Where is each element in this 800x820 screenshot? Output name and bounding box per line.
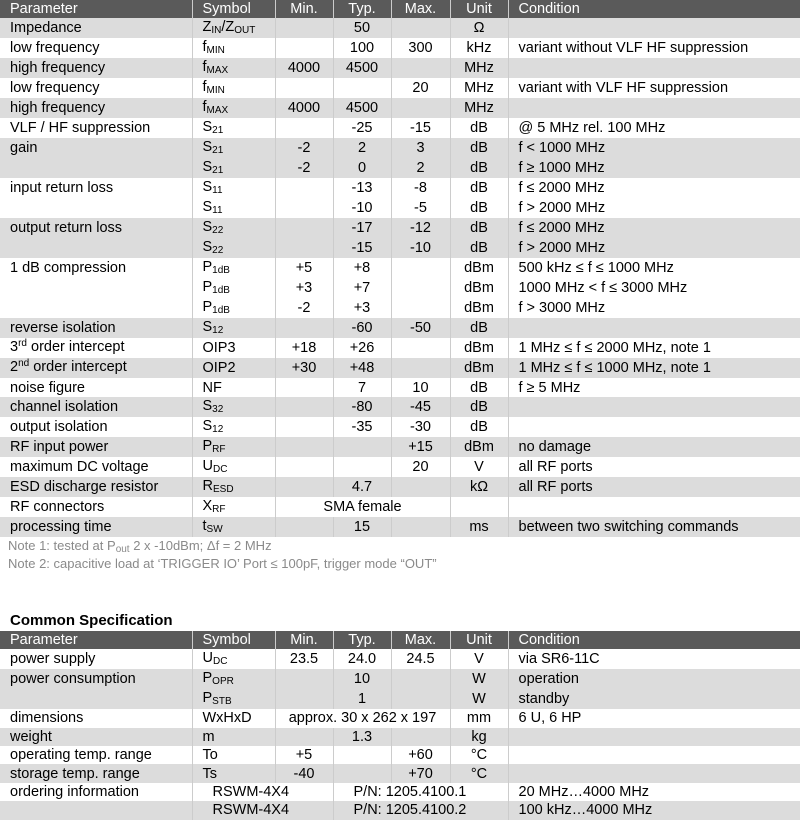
symbol-cell: fMIN xyxy=(192,78,275,98)
parameter-cell: low frequency xyxy=(0,78,192,98)
max-cell: +70 xyxy=(391,764,450,782)
parameter-cell: output isolation xyxy=(0,417,192,437)
unit-cell: dB xyxy=(450,397,508,417)
min-cell xyxy=(275,178,333,198)
condition-cell xyxy=(508,728,800,746)
unit-cell: dBm xyxy=(450,258,508,278)
condition-cell: f > 2000 MHz xyxy=(508,198,800,218)
typ-cell: 50 xyxy=(333,18,391,38)
table-row xyxy=(0,58,800,78)
table-row xyxy=(0,338,800,358)
min-cell: 23.5 xyxy=(275,649,333,669)
min-cell: 4000 xyxy=(275,58,333,78)
condition-cell xyxy=(508,318,800,338)
parameter-cell: input return loss xyxy=(0,178,192,198)
symbol-cell: S11 xyxy=(192,198,275,218)
symbol-cell: P1dB xyxy=(192,298,275,318)
condition-cell: f > 3000 MHz xyxy=(508,298,800,318)
rf-header-row xyxy=(0,0,800,18)
table-row xyxy=(0,238,800,258)
symbol-cell: Ts xyxy=(192,764,275,782)
max-cell xyxy=(391,58,450,78)
condition-cell: f ≥ 1000 MHz xyxy=(508,158,800,178)
min-cell xyxy=(275,78,333,98)
ordering-row xyxy=(0,801,800,819)
condition-cell: f ≤ 2000 MHz xyxy=(508,178,800,198)
unit-cell: MHz xyxy=(450,58,508,78)
unit-cell: dBm xyxy=(450,298,508,318)
table-row xyxy=(0,358,800,378)
symbol-cell: OIP2 xyxy=(192,358,275,378)
typ-cell: -25 xyxy=(333,118,391,138)
condition-cell xyxy=(508,58,800,78)
max-cell xyxy=(391,689,450,709)
unit-cell: dBm xyxy=(450,437,508,457)
max-cell: 10 xyxy=(391,378,450,396)
condition-cell: operation xyxy=(508,669,800,689)
min-cell: +5 xyxy=(275,258,333,278)
max-cell: -8 xyxy=(391,178,450,198)
table-row xyxy=(0,397,800,417)
typ-cell: 0 xyxy=(333,158,391,178)
condition-cell: f > 2000 MHz xyxy=(508,238,800,258)
min-cell xyxy=(275,218,333,238)
unit-cell: kHz xyxy=(450,38,508,58)
min-cell xyxy=(275,318,333,338)
typ-cell: 15 xyxy=(333,517,391,537)
condition-cell: all RF ports xyxy=(508,457,800,477)
min-cell xyxy=(275,417,333,437)
symbol-cell: S12 xyxy=(192,318,275,338)
symbol-cell: S21 xyxy=(192,158,275,178)
header-parameter: Parameter xyxy=(0,631,192,649)
parameter-cell xyxy=(0,278,192,298)
max-cell xyxy=(391,669,450,689)
typ-cell: 2 xyxy=(333,138,391,158)
max-cell: -5 xyxy=(391,198,450,218)
table-row xyxy=(0,709,800,727)
max-cell xyxy=(391,18,450,38)
unit-cell: V xyxy=(450,457,508,477)
symbol-cell: NF xyxy=(192,378,275,396)
table-row xyxy=(0,437,800,457)
symbol-cell: tSW xyxy=(192,517,275,537)
table-row xyxy=(0,728,800,746)
parameter-cell: Impedance xyxy=(0,18,192,38)
max-cell: 24.5 xyxy=(391,649,450,669)
min-cell xyxy=(275,378,333,396)
table-row xyxy=(0,78,800,98)
symbol-cell: P1dB xyxy=(192,258,275,278)
typ-cell: 1 xyxy=(333,689,391,709)
header-min: Min. xyxy=(275,631,333,649)
parameter-cell: high frequency xyxy=(0,58,192,78)
table-row xyxy=(0,158,800,178)
description-cell: 20 MHz…4000 MHz xyxy=(508,783,800,801)
table-row xyxy=(0,649,800,669)
max-cell xyxy=(391,298,450,318)
unit-cell: °C xyxy=(450,746,508,764)
max-cell: 20 xyxy=(391,78,450,98)
min-cell: 4000 xyxy=(275,98,333,118)
table-row xyxy=(0,318,800,338)
parameter-cell: RF connectors xyxy=(0,497,192,517)
condition-cell: f ≤ 2000 MHz xyxy=(508,218,800,238)
max-cell xyxy=(391,358,450,378)
symbol-cell: S12 xyxy=(192,417,275,437)
part-number-cell: P/N: 1205.4100.2 xyxy=(333,801,508,819)
unit-cell: °C xyxy=(450,764,508,782)
header-parameter: Parameter xyxy=(0,0,192,18)
min-cell xyxy=(275,728,333,746)
min-cell xyxy=(275,457,333,477)
max-cell: 300 xyxy=(391,38,450,58)
condition-cell: standby xyxy=(508,689,800,709)
typ-cell: +8 xyxy=(333,258,391,278)
table-row xyxy=(0,118,800,138)
typ-cell: 4500 xyxy=(333,58,391,78)
typ-cell: 4500 xyxy=(333,98,391,118)
max-cell: 20 xyxy=(391,457,450,477)
parameter-cell: ordering information xyxy=(0,783,192,801)
symbol-cell: S21 xyxy=(192,118,275,138)
common-header-row xyxy=(0,631,800,649)
condition-cell: variant without VLF HF suppression xyxy=(508,38,800,58)
condition-cell: f < 1000 MHz xyxy=(508,138,800,158)
unit-cell: dB xyxy=(450,378,508,396)
parameter-cell xyxy=(0,298,192,318)
common-spec-title: Common Specification xyxy=(10,611,173,629)
header-symbol: Symbol xyxy=(192,0,275,18)
max-cell: +15 xyxy=(391,437,450,457)
symbol-cell: XRF xyxy=(192,497,275,517)
typ-cell: -17 xyxy=(333,218,391,238)
table-row xyxy=(0,517,800,537)
symbol-cell: fMAX xyxy=(192,58,275,78)
symbol-cell: S21 xyxy=(192,138,275,158)
typ-cell: -35 xyxy=(333,417,391,437)
condition-cell xyxy=(508,397,800,417)
value-span-cell: approx. 30 x 262 x 197 xyxy=(275,709,450,727)
unit-cell xyxy=(450,497,508,517)
min-cell xyxy=(275,397,333,417)
unit-cell: V xyxy=(450,649,508,669)
typ-cell: +48 xyxy=(333,358,391,378)
unit-cell: W xyxy=(450,689,508,709)
symbol-cell: POPR xyxy=(192,669,275,689)
condition-cell xyxy=(508,98,800,118)
unit-cell: dB xyxy=(450,318,508,338)
parameter-cell: weight xyxy=(0,728,192,746)
condition-cell: variant with VLF HF suppression xyxy=(508,78,800,98)
symbol-cell: fMIN xyxy=(192,38,275,58)
max-cell: 2 xyxy=(391,158,450,178)
symbol-cell: fMAX xyxy=(192,98,275,118)
unit-cell: Ω xyxy=(450,18,508,38)
min-cell xyxy=(275,38,333,58)
typ-cell xyxy=(333,437,391,457)
header-condition: Condition xyxy=(508,631,800,649)
condition-cell: 6 U, 6 HP xyxy=(508,709,800,727)
max-cell xyxy=(391,258,450,278)
min-cell: -2 xyxy=(275,298,333,318)
max-cell xyxy=(391,477,450,497)
table-row xyxy=(0,278,800,298)
table-row xyxy=(0,218,800,238)
condition-cell: 1000 MHz < f ≤ 3000 MHz xyxy=(508,278,800,298)
header-typ: Typ. xyxy=(333,0,391,18)
header-max: Max. xyxy=(391,631,450,649)
table-row xyxy=(0,746,800,764)
max-cell: -10 xyxy=(391,238,450,258)
typ-cell: -60 xyxy=(333,318,391,338)
parameter-cell xyxy=(0,198,192,218)
table-row xyxy=(0,138,800,158)
min-cell: +18 xyxy=(275,338,333,358)
unit-cell: MHz xyxy=(450,98,508,118)
parameter-cell: maximum DC voltage xyxy=(0,457,192,477)
symbol-cell: RESD xyxy=(192,477,275,497)
table-row xyxy=(0,689,800,709)
header-typ: Typ. xyxy=(333,631,391,649)
model-cell: RSWM-4X4 xyxy=(192,783,333,801)
table-row xyxy=(0,18,800,38)
table-row xyxy=(0,417,800,437)
unit-cell: kΩ xyxy=(450,477,508,497)
header-unit: Unit xyxy=(450,631,508,649)
min-cell: -2 xyxy=(275,138,333,158)
parameter-cell: processing time xyxy=(0,517,192,537)
min-cell xyxy=(275,18,333,38)
table-row xyxy=(0,98,800,118)
parameter-cell: 1 dB compression xyxy=(0,258,192,278)
max-cell: 3 xyxy=(391,138,450,158)
condition-cell xyxy=(508,764,800,782)
parameter-cell: noise figure xyxy=(0,378,192,396)
symbol-cell: S32 xyxy=(192,397,275,417)
max-cell xyxy=(391,278,450,298)
parameter-cell: dimensions xyxy=(0,709,192,727)
symbol-cell: ZIN/ZOUT xyxy=(192,18,275,38)
symbol-cell: OIP3 xyxy=(192,338,275,358)
min-cell: +30 xyxy=(275,358,333,378)
header-unit: Unit xyxy=(450,0,508,18)
unit-cell: dB xyxy=(450,118,508,138)
condition-cell: all RF ports xyxy=(508,477,800,497)
typ-cell: 7 xyxy=(333,378,391,396)
unit-cell: dB xyxy=(450,218,508,238)
min-cell: -40 xyxy=(275,764,333,782)
unit-cell: ms xyxy=(450,517,508,537)
condition-cell xyxy=(508,417,800,437)
typ-cell: -15 xyxy=(333,238,391,258)
unit-cell: mm xyxy=(450,709,508,727)
typ-cell xyxy=(333,764,391,782)
condition-cell: 1 MHz ≤ f ≤ 1000 MHz, note 1 xyxy=(508,358,800,378)
min-cell: +3 xyxy=(275,278,333,298)
parameter-cell: storage temp. range xyxy=(0,764,192,782)
typ-cell: 24.0 xyxy=(333,649,391,669)
typ-cell: -13 xyxy=(333,178,391,198)
typ-cell: 4.7 xyxy=(333,477,391,497)
unit-cell: dBm xyxy=(450,338,508,358)
symbol-cell: m xyxy=(192,728,275,746)
parameter-cell: operating temp. range xyxy=(0,746,192,764)
unit-cell: dB xyxy=(450,158,508,178)
parameter-cell: VLF / HF suppression xyxy=(0,118,192,138)
symbol-cell: UDC xyxy=(192,649,275,669)
unit-cell: dB xyxy=(450,178,508,198)
typ-cell: +7 xyxy=(333,278,391,298)
parameter-cell: channel isolation xyxy=(0,397,192,417)
unit-cell: dB xyxy=(450,198,508,218)
table-row xyxy=(0,497,800,517)
unit-cell: dB xyxy=(450,138,508,158)
min-cell xyxy=(275,437,333,457)
unit-cell: MHz xyxy=(450,78,508,98)
max-cell xyxy=(391,728,450,746)
condition-cell: f ≥ 5 MHz xyxy=(508,378,800,396)
unit-cell: dB xyxy=(450,238,508,258)
common-spec-table xyxy=(0,631,800,820)
model-cell: RSWM-4X4 xyxy=(192,801,333,819)
typ-cell: -80 xyxy=(333,397,391,417)
parameter-cell: output return loss xyxy=(0,218,192,238)
table-row xyxy=(0,669,800,689)
min-cell xyxy=(275,238,333,258)
typ-cell: 10 xyxy=(333,669,391,689)
max-cell: -30 xyxy=(391,417,450,437)
max-cell: -50 xyxy=(391,318,450,338)
max-cell: +60 xyxy=(391,746,450,764)
header-condition: Condition xyxy=(508,0,800,18)
part-number-cell: P/N: 1205.4100.1 xyxy=(333,783,508,801)
symbol-cell: PRF xyxy=(192,437,275,457)
typ-cell xyxy=(333,457,391,477)
condition-cell: 500 kHz ≤ f ≤ 1000 MHz xyxy=(508,258,800,278)
condition-cell: via SR6-11C xyxy=(508,649,800,669)
typ-cell: +26 xyxy=(333,338,391,358)
max-cell: -45 xyxy=(391,397,450,417)
min-cell xyxy=(275,517,333,537)
description-cell: 100 kHz…4000 MHz xyxy=(508,801,800,819)
typ-cell: -10 xyxy=(333,198,391,218)
min-cell xyxy=(275,118,333,138)
header-symbol: Symbol xyxy=(192,631,275,649)
parameter-cell: RF input power xyxy=(0,437,192,457)
table-row xyxy=(0,258,800,278)
symbol-cell: S22 xyxy=(192,238,275,258)
table-row xyxy=(0,298,800,318)
symbol-cell: S11 xyxy=(192,178,275,198)
min-cell xyxy=(275,198,333,218)
min-cell xyxy=(275,689,333,709)
parameter-cell: ESD discharge resistor xyxy=(0,477,192,497)
table-row xyxy=(0,178,800,198)
table-row xyxy=(0,457,800,477)
table-row xyxy=(0,477,800,497)
parameter-cell: power consumption xyxy=(0,669,192,689)
unit-cell: dBm xyxy=(450,278,508,298)
parameter-cell: high frequency xyxy=(0,98,192,118)
symbol-cell: To xyxy=(192,746,275,764)
typ-cell xyxy=(333,78,391,98)
ordering-row xyxy=(0,783,800,801)
parameter-cell xyxy=(0,689,192,709)
min-cell: +5 xyxy=(275,746,333,764)
symbol-cell: WxHxD xyxy=(192,709,275,727)
parameter-cell: low frequency xyxy=(0,38,192,58)
parameter-cell: reverse isolation xyxy=(0,318,192,338)
condition-cell: 1 MHz ≤ f ≤ 2000 MHz, note 1 xyxy=(508,338,800,358)
parameter-cell xyxy=(0,801,192,819)
table-row xyxy=(0,38,800,58)
max-cell: -12 xyxy=(391,218,450,238)
max-cell xyxy=(391,338,450,358)
symbol-cell: PSTB xyxy=(192,689,275,709)
max-cell: -15 xyxy=(391,118,450,138)
table-row xyxy=(0,198,800,218)
unit-cell: W xyxy=(450,669,508,689)
unit-cell: dBm xyxy=(450,358,508,378)
parameter-cell xyxy=(0,238,192,258)
parameter-cell: gain xyxy=(0,138,192,158)
typ-cell xyxy=(333,746,391,764)
min-cell xyxy=(275,477,333,497)
condition-cell xyxy=(508,497,800,517)
unit-cell: dB xyxy=(450,417,508,437)
min-cell: -2 xyxy=(275,158,333,178)
typ-cell: 1.3 xyxy=(333,728,391,746)
parameter-cell: 3rd order intercept xyxy=(0,338,192,358)
unit-cell: kg xyxy=(450,728,508,746)
header-min: Min. xyxy=(275,0,333,18)
typ-cell: +3 xyxy=(333,298,391,318)
max-cell xyxy=(391,98,450,118)
value-span-cell: SMA female xyxy=(275,497,450,517)
note-1: Note 1: tested at Pout 2 x -10dBm; Δf = 2 MHz xyxy=(8,537,272,555)
table-row xyxy=(0,378,800,396)
min-cell xyxy=(275,669,333,689)
header-max: Max. xyxy=(391,0,450,18)
condition-cell xyxy=(508,746,800,764)
symbol-cell: S22 xyxy=(192,218,275,238)
condition-cell: between two switching commands xyxy=(508,517,800,537)
parameter-cell xyxy=(0,158,192,178)
condition-cell: no damage xyxy=(508,437,800,457)
typ-cell: 100 xyxy=(333,38,391,58)
table-row xyxy=(0,764,800,782)
symbol-cell: P1dB xyxy=(192,278,275,298)
condition-cell: @ 5 MHz rel. 100 MHz xyxy=(508,118,800,138)
symbol-cell: UDC xyxy=(192,457,275,477)
parameter-cell: 2nd order intercept xyxy=(0,358,192,378)
condition-cell xyxy=(508,18,800,38)
max-cell xyxy=(391,517,450,537)
parameter-cell: power supply xyxy=(0,649,192,669)
note-2: Note 2: capacitive load at ‘TRIGGER IO’ Port ≤ 100pF, trigger mode “OUT” xyxy=(8,555,437,571)
